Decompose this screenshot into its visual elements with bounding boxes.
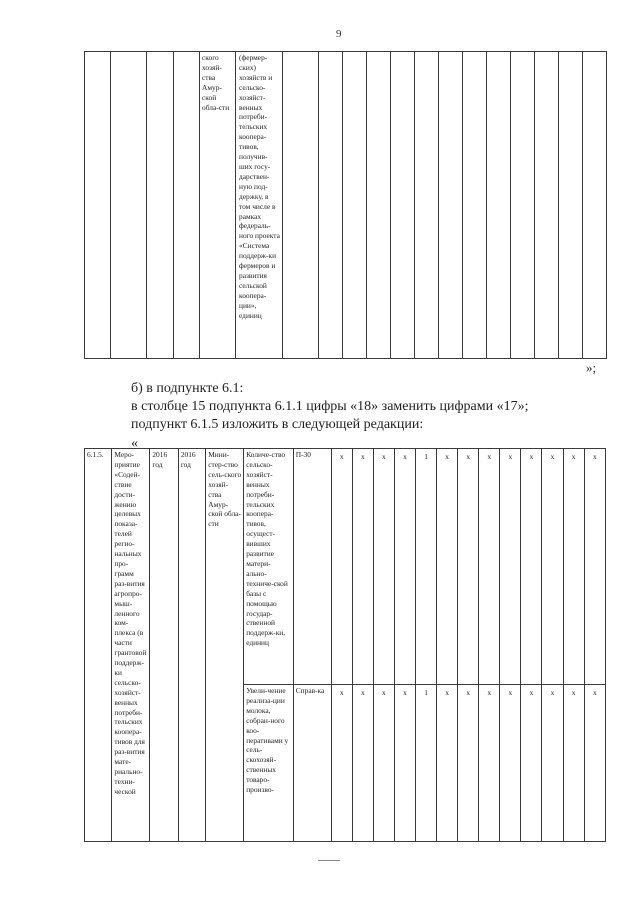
subitem-table: [84, 448, 606, 842]
table-cell: [147, 52, 174, 359]
indicator-value: х: [331, 449, 352, 685]
indicator-value: х: [479, 449, 500, 685]
table-cell: [439, 52, 463, 359]
table-cell: [367, 52, 391, 359]
indicator-value: х: [479, 685, 500, 842]
start-year: 2016 год: [150, 449, 178, 842]
amendment-line-3: подпункт 6.1.5 изложить в следующей редакции:: [131, 417, 424, 432]
table-cell: [319, 52, 343, 359]
table-cell: [283, 52, 319, 359]
table-cell: [85, 52, 111, 359]
indicator-value: 1: [416, 449, 437, 685]
continuation-table: [84, 51, 607, 359]
table-cell: [343, 52, 367, 359]
table-cell: [391, 52, 415, 359]
indicator-value: х: [584, 685, 605, 842]
opening-quote: «: [131, 436, 138, 451]
indicator-value: х: [352, 449, 373, 685]
page-number: 9: [336, 28, 342, 40]
table-cell: [415, 52, 439, 359]
indicator-value: х: [584, 449, 605, 685]
table-cell: [174, 52, 200, 359]
indicator-value: х: [521, 449, 542, 685]
indicator-cell: (фермер-ских) хозяйств и сельско-хозяйст-венных потреби-тельских коопера-тивов, получив-ших госу-дарствен-ную под-держку, в том числе в рамках федераль-ного проекта «Система поддерж-ки фермеров и развития сельской коопера-ции», единиц: [236, 52, 283, 359]
end-year: 2016 год: [178, 449, 205, 842]
indicator-value: х: [521, 685, 542, 842]
table-cell: [583, 52, 607, 359]
indicator-value: х: [394, 685, 415, 842]
subitem-number: 6.1.5.: [85, 449, 112, 842]
footer-divider: [318, 860, 340, 861]
indicator-value: 1: [416, 685, 437, 842]
indicator-value: х: [331, 685, 352, 842]
indicator-value: х: [542, 449, 563, 685]
indicator-value: х: [542, 685, 563, 842]
indicator-value: х: [458, 685, 479, 842]
data-source: Справ-ка: [293, 685, 331, 842]
closing-quote: »;: [586, 360, 597, 375]
table-cell: [487, 52, 511, 359]
indicator-value: х: [500, 449, 521, 685]
table-row: [85, 449, 606, 685]
indicator-value: х: [373, 685, 394, 842]
table-cell: [535, 52, 559, 359]
indicator-name: Количе-ство сельско-хозяйст-венных потреби-тельских коопера-тивов, осущест-вивших развитие матери-ально-техниче-ской базы с помощью государ-ственной поддерж-ки, единиц: [244, 449, 294, 685]
executor: Мини-стер-ство сель-ского хозяй-ства Амур-ской обла-сти: [206, 449, 244, 842]
amendment-line-1: б) в подпункте 6.1:: [131, 381, 244, 396]
table-cell: [511, 52, 535, 359]
table-row: [85, 52, 607, 359]
table-cell: [463, 52, 487, 359]
indicator-value: х: [458, 449, 479, 685]
indicator-value: х: [437, 449, 458, 685]
table-cell: [111, 52, 147, 359]
data-source: П-30: [293, 449, 331, 685]
amendment-line-2: в столбце 15 подпункта 6.1.1 цифры «18» заменить цифрами «17»;: [131, 399, 529, 414]
indicator-name: Увели-чение реализа-ции молока, собран-ного коо-перативами у сель-скохозяй-ственных товаро-произво-: [244, 685, 294, 842]
table-cell: [559, 52, 583, 359]
indicator-value: х: [437, 685, 458, 842]
indicator-value: х: [500, 685, 521, 842]
indicator-value: х: [352, 685, 373, 842]
executor-cell: ского хозяй-ства Амур-ской обла-сти: [200, 52, 236, 359]
indicator-value: х: [394, 449, 415, 685]
indicator-value: х: [563, 685, 584, 842]
indicator-value: х: [373, 449, 394, 685]
indicator-value: х: [563, 449, 584, 685]
event-name: Меро-приятие «Содей-ствие дости-жению целевых показа-телей регио-нальных про-грамм раз-вития агропро-мыш-ленного ком-плекса (в части грантовой поддерж-ки сельско-хозяйст-венных потреби-тельских коопера-тивов для раз-вития мате-риально-техни-ческой: [112, 449, 150, 842]
